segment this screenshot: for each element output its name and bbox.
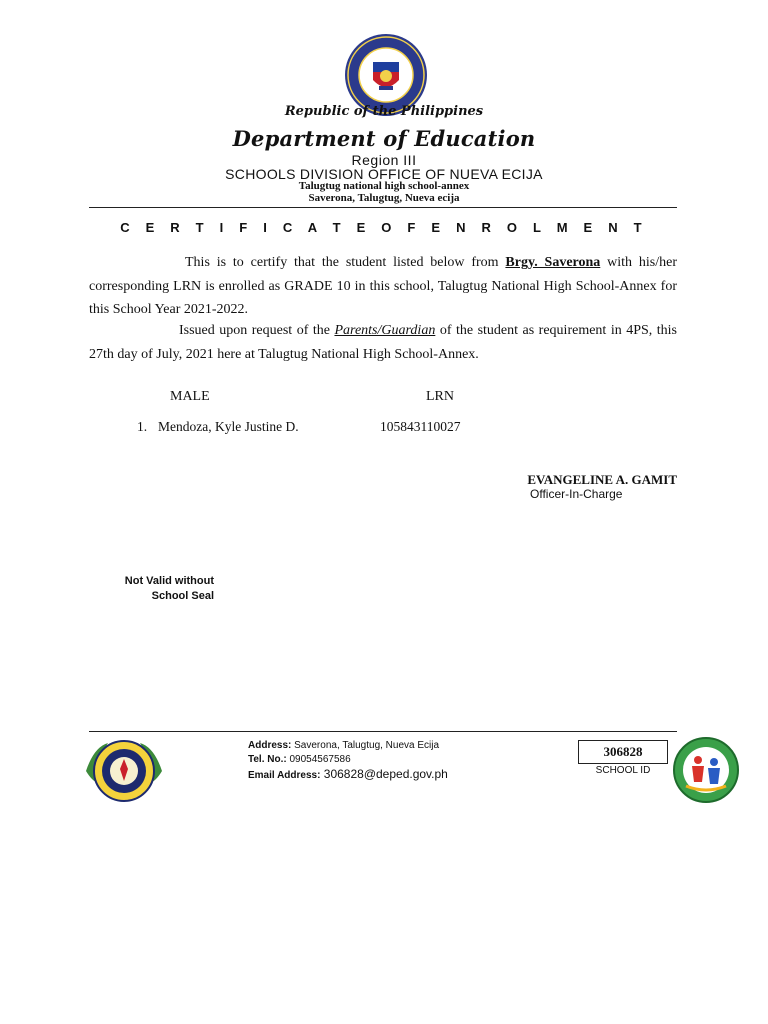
division-heading: SCHOOLS DIVISION OFFICE OF NUEVA ECIJA [225,166,543,182]
region-heading: Region III [351,152,417,168]
student-row-number: 1. [137,419,148,434]
validity-notice [90,574,214,604]
footer-address [248,740,439,751]
email-value: 306828@deped.gov.ph [320,767,448,781]
student-lrn: 105843110027 [380,419,461,434]
program-logo-icon [668,736,744,804]
footer-email [248,767,448,781]
student-name: Mendoza, Kyle Justine D. [158,419,299,434]
school-id-label: SCHOOL ID [595,765,651,776]
footer-divider [89,731,677,732]
certificate-title: C E R T I F I C A T E O F E N R O L M E N T [120,220,648,235]
address-label: Address: [248,740,292,751]
p2-after: of the student as requirement in 4PS, this 27th day of July, 2021 here at Talugtug National High School-Annex. [89,323,678,362]
issuance-paragraph [89,319,677,366]
p2-before: Issued upon request of the [179,323,335,338]
p1-after: with his/her corresponding LRN is enrolled as GRADE 10 in this school, Talugtug National High School-Annex for this School Year 2021-2022. [89,255,677,317]
barangay-name: Brgy. Saverona [505,255,601,270]
school-address: Saverona, Talugtug, Nueva ecija [308,192,460,204]
address-value: Saverona, Talugtug, Nueva Ecija [291,740,440,751]
republic-heading: Republic of the Philippines [284,104,484,119]
validity-notice-line2: School Seal [151,590,214,602]
email-label: Email Address: [248,770,321,781]
school-name: Talugtug national high school-annex [298,180,470,192]
school-logo-icon [82,737,166,805]
department-heading: Department of Education [232,126,536,151]
certification-paragraph [89,251,677,322]
validity-notice-line1: Not Valid without [124,575,214,587]
p1-before: This is to certify that the student listed below from [185,255,506,270]
signatory-name: EVANGELINE A. GAMIT [527,472,677,487]
column-header-lrn: LRN [426,389,454,404]
tel-value: 09054567586 [286,754,351,765]
requester: Parents/Guardian [334,323,436,338]
signatory-title: Officer-In-Charge [530,487,623,501]
footer-telephone [248,754,351,765]
tel-label: Tel. No.: [248,754,287,765]
column-header-male: MALE [170,389,210,404]
header-divider [89,207,677,208]
school-id-box: 306828 [578,740,668,764]
